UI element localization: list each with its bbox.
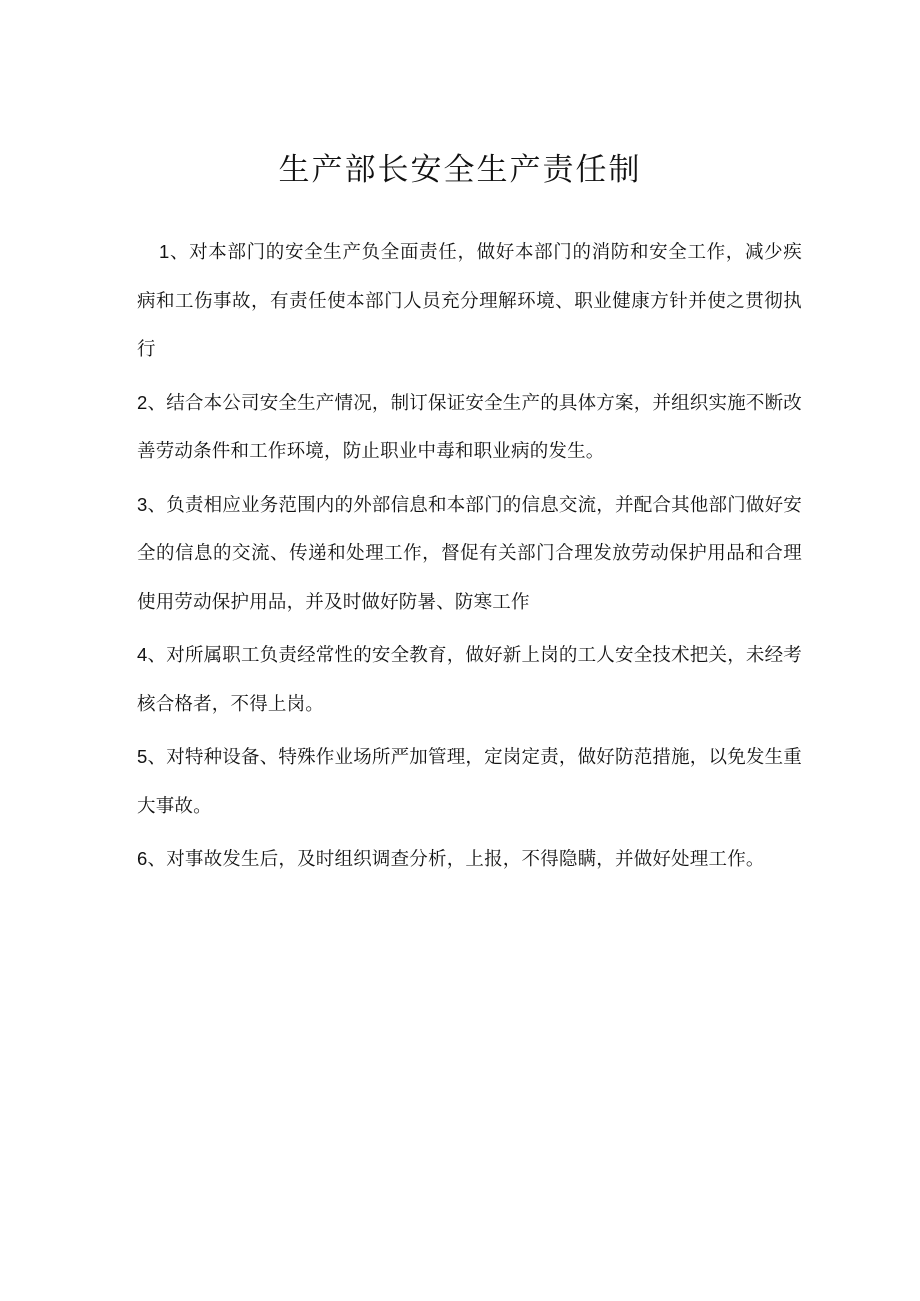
clause-number: 4 — [137, 644, 148, 665]
clause-number: 2 — [137, 391, 148, 413]
clause-number: 5 — [137, 746, 148, 767]
clause-text: 对所属职工负责经常性的安全教育，做好新上岗的工人安全技术把关，未经考核合格者，不得上岗。 — [137, 645, 803, 715]
clause-separator: 、 — [147, 645, 167, 666]
clause-6 — [137, 835, 802, 885]
clause-text: 对事故发生后，及时组织调查分析，上报，不得隐瞒，并做好处理工作。 — [166, 849, 765, 870]
document-title: 生产部长安全生产责任制 — [278, 152, 642, 188]
clause-number: 3 — [137, 493, 148, 515]
clause-4 — [137, 631, 802, 729]
clause-separator: 、 — [169, 242, 190, 263]
clause-separator: 、 — [147, 747, 167, 768]
clause-separator: 、 — [147, 392, 167, 414]
clause-list — [137, 228, 802, 889]
clause-number: 1 — [159, 241, 170, 262]
clause-text: 对特种设备、特殊作业场所严加管理，定岗定责，做好防范措施，以免发生重大事故。 — [137, 747, 803, 817]
clause-text: 结合本公司安全生产情况，制订保证安全生产的具体方案，并组织实施不断改善劳动条件和工作环境，防止职业中毒和职业病的发生。 — [137, 392, 803, 462]
clause-separator: 、 — [147, 494, 167, 516]
clause-text: 对本部门的安全生产负全面责任，做好本部门的消防和安全工作，减少疾病和工伤事故，有责任使本部门人员充分理解环境、职业健康方针并使之贯彻执行 — [137, 242, 803, 360]
clause-text: 负责相应业务范围内的外部信息和本部门的信息交流，并配合其他部门做好安全的信息的交流、传递和处理工作，督促有关部门合理发放劳动保护用品和合理使用劳动保护用品，并及时做好防暑、防寒工作 — [137, 494, 803, 613]
clause-2 — [137, 379, 802, 477]
clause-1 — [137, 228, 802, 375]
clause-5 — [137, 733, 802, 831]
clause-3 — [137, 481, 802, 628]
clause-number: 6 — [137, 848, 148, 869]
clause-separator: 、 — [147, 849, 167, 870]
